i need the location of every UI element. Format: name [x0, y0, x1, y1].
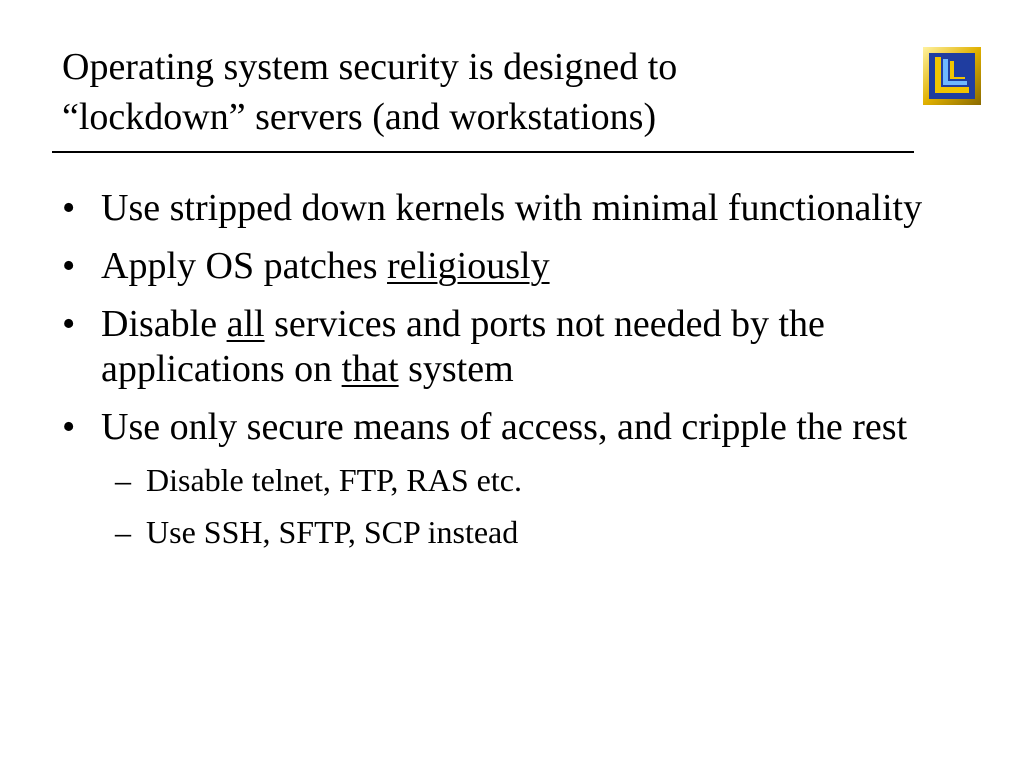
underlined-word: religiously [387, 245, 550, 287]
bullet-text: Use stripped down kernels with minimal functionality [101, 187, 923, 229]
title-divider [52, 151, 914, 153]
sub-bullet-text: Disable telnet, FTP, RAS etc. [146, 462, 522, 498]
bullet-text: Apply OS patches [101, 245, 388, 287]
bullet-item [62, 244, 962, 289]
bullet-marker: • [62, 187, 76, 229]
slide-title-line-2: “lockdown” servers (and workstations) [62, 96, 657, 138]
bullet-list [62, 186, 962, 565]
sub-bullet-item [115, 461, 962, 499]
bullet-text: Disable [101, 303, 227, 345]
slide-title-line-1: Operating system security is designed to [62, 46, 678, 88]
sub-bullet-list [101, 461, 962, 551]
underlined-word: that [341, 348, 399, 390]
underlined-word: all [226, 303, 265, 345]
sub-bullet-marker: – [115, 514, 131, 550]
sub-bullet-item [115, 513, 962, 551]
bullet-text: Use only secure means of access, and cripple the rest [101, 406, 908, 448]
llnl-logo-icon [923, 47, 981, 105]
bullet-text: system [398, 348, 514, 390]
sub-bullet-marker: – [115, 462, 131, 498]
bullet-marker: • [62, 303, 76, 345]
bullet-item [62, 302, 962, 392]
bullet-marker: • [62, 245, 76, 287]
sub-bullet-text: Use SSH, SFTP, SCP instead [146, 514, 519, 550]
bullet-item [62, 186, 962, 231]
bullet-text: services and ports not needed by the applications on [101, 303, 825, 390]
bullet-marker: • [62, 406, 76, 448]
bullet-item [62, 405, 962, 551]
slide-title [62, 42, 892, 142]
